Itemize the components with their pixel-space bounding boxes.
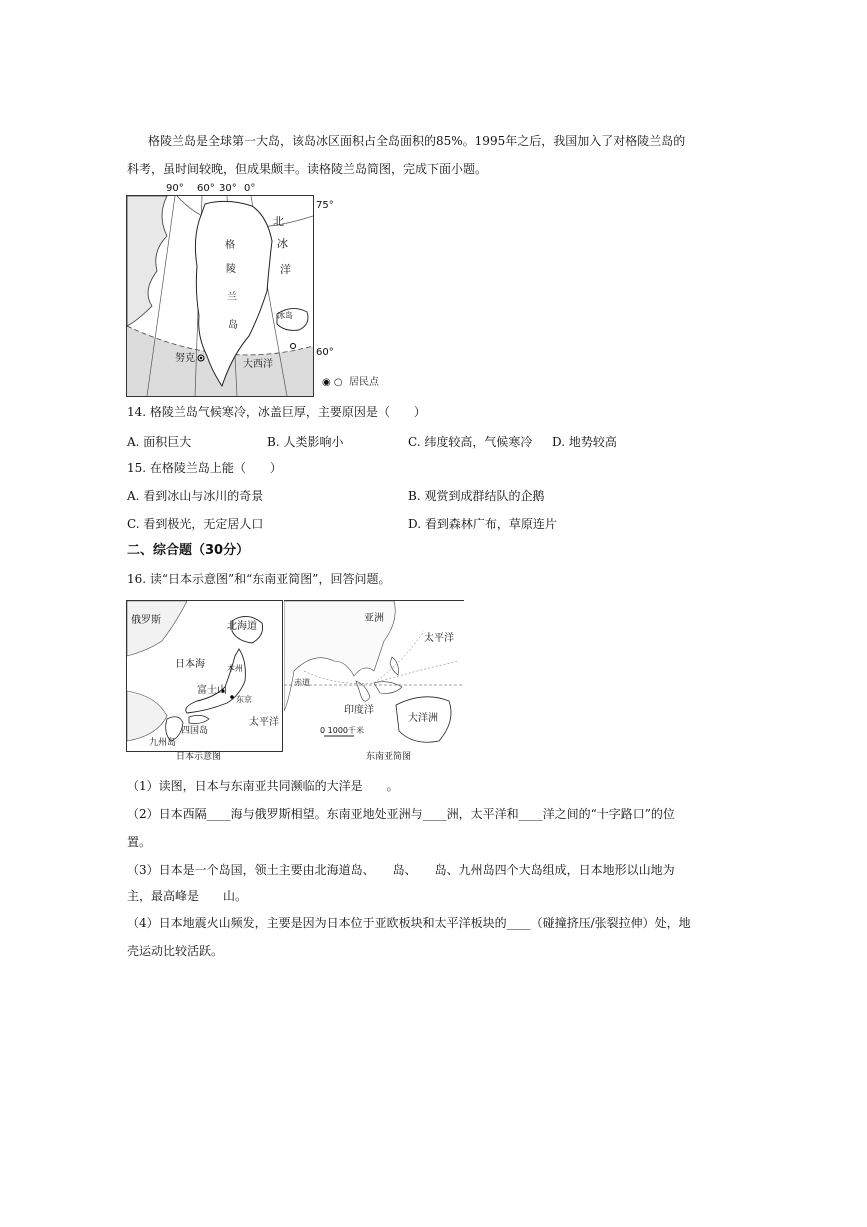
sub-question-4: （4）日本地震火山频发，主要是因为日本位于亚欧板块和太平洋板块的____（碰撞挤压/张裂拉伸）处，地 — [127, 916, 691, 930]
sub-question-4-cont: 壳运动比较活跃。 — [127, 944, 224, 958]
sub-question-3-cont: 主，最高峰是 山。 — [127, 889, 248, 903]
q15-option-d: D. 看到森林广布，草原连片 — [408, 517, 557, 531]
q14-option-a: A. 面积巨大 — [127, 435, 192, 449]
japan-map — [126, 600, 283, 752]
label-kyushu: 九州岛 — [149, 738, 177, 748]
q15-option-c: C. 看到极光，无定居人口 — [127, 517, 264, 531]
label-tokyo: 东京 — [236, 695, 252, 704]
label-oceania: 大洋洲 — [408, 713, 438, 724]
sea-map — [284, 600, 464, 751]
label-indian: 印度洋 — [344, 705, 374, 716]
sub-question-3: （3）日本是一个岛国，领土主要由北海道岛、 岛、 岛、九州岛四个大岛组成，日本地形以山地为 — [127, 863, 675, 877]
intro-line-2: 科考，虽时间较晚，但成果颇丰。读格陵兰岛简图，完成下面小题。 — [127, 162, 488, 176]
label-iceland: 冰岛 — [277, 311, 293, 320]
section-heading: 二、综合题（30分） — [127, 543, 250, 558]
sub-question-1: （1）读图，日本与东南亚共同濒临的大洋是 。 — [127, 779, 399, 793]
q14-option-c: C. 纬度较高，气候寒冷 — [408, 435, 533, 449]
greenland-map-frame — [126, 195, 314, 397]
label-pacific-japan: 太平洋 — [249, 717, 279, 728]
greenland-map-svg — [127, 196, 313, 396]
lon-label-60: 60° — [197, 183, 215, 194]
label-pacific-sea: 太平洋 — [424, 633, 454, 644]
label-shikoku: 四国岛 — [181, 726, 209, 736]
label-hokkaido: 北海道 — [227, 621, 257, 632]
sea-map-caption: 东南亚简图 — [366, 752, 412, 762]
label-nuuk: 努克 — [175, 353, 195, 364]
q16-stem: 16. 读“日本示意图”和“东南亚简图”，回答问题。 — [127, 572, 391, 586]
lat-label-75: 75° — [316, 200, 334, 211]
label-scale: 0 1000千米 — [320, 726, 364, 735]
label-ice: 冰 — [277, 237, 288, 250]
label-russia: 俄罗斯 — [131, 615, 161, 626]
label-fuji: 富士山 — [197, 685, 227, 696]
q15-option-b: B. 观赏到成群结队的企鹅 — [408, 489, 545, 503]
label-dao: 岛 — [228, 320, 238, 331]
intro-line-1: 格陵兰岛是全球第一大岛，该岛冰区面积占全岛面积的85%。1995年之后，我国加入了对格陵兰岛的 — [148, 134, 686, 148]
label-ge: 格 — [225, 240, 235, 251]
lon-label-0: 0° — [244, 183, 256, 194]
label-sea-of-japan: 日本海 — [175, 659, 205, 670]
sub-question-2-cont: 置。 — [127, 835, 152, 849]
q14-stem: 14. 格陵兰岛气候寒冷，冰盖巨厚，主要原因是（ ） — [127, 405, 426, 419]
q15-stem: 15. 在格陵兰岛上能（ ） — [127, 461, 282, 475]
label-equator: 赤道 — [294, 678, 310, 687]
label-asia: 亚洲 — [364, 613, 384, 624]
label-honshu: 本州 — [227, 664, 243, 673]
lat-label-60: 60° — [316, 347, 334, 358]
label-atlantic: 大西洋 — [243, 359, 273, 370]
q14-option-d: D. 地势较高 — [552, 435, 617, 449]
label-ocean: 洋 — [280, 263, 291, 276]
q15-option-a: A. 看到冰山与冰川的奇景 — [127, 489, 264, 503]
legend-settlement: 居民点 — [349, 377, 379, 388]
label-north: 北 — [273, 215, 284, 228]
japan-map-caption: 日本示意图 — [176, 752, 222, 762]
lon-label-90: 90° — [166, 183, 184, 194]
legend-symbols: ◉ ○ — [322, 377, 343, 388]
q14-option-b: B. 人类影响小 — [267, 435, 344, 449]
sub-question-2: （2）日本西隔____海与俄罗斯相望。东南亚地处亚洲与____洲，太平洋和____洋之间的“十字路口”的位 — [127, 807, 675, 821]
label-ling: 陵 — [226, 264, 236, 275]
lon-label-30: 30° — [219, 183, 237, 194]
label-lan: 兰 — [227, 292, 237, 303]
